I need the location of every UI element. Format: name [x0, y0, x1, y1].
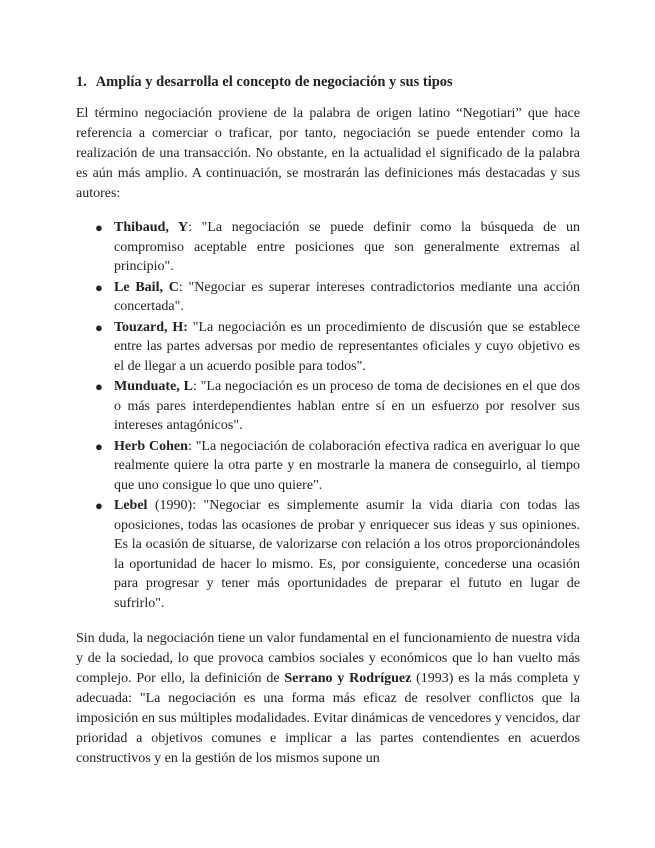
- bullet-icon: ●: [95, 498, 103, 513]
- definition-text: "La negociación de colaboración efectiva radica en averiguar lo que realmente quiere la otra parte y en mostrarle la manera de conseguirlo, al tiempo que uno consigue lo que uno quiere".: [114, 438, 581, 493]
- definition-author: Munduate, L: [114, 379, 193, 394]
- definition-separator: (1990):: [147, 498, 197, 513]
- section-number: 1.: [76, 74, 87, 90]
- closing-authors: Serrano y Rodríguez: [284, 671, 412, 686]
- definition-text: "La negociación es un proceso de toma de decisiones en el que dos o más pares interdependientes hablan entre sí en un esfuerzo por resolver sus intereses antagónicos".: [114, 379, 580, 433]
- bullet-icon: ●: [95, 438, 103, 454]
- definition-separator: :: [178, 279, 183, 295]
- section-heading: [76, 72, 580, 92]
- bullet-icon: ●: [95, 379, 103, 394]
- definition-author: Le Bail, C: [114, 279, 179, 295]
- bullet-icon: ●: [95, 279, 103, 295]
- definition-author: Thibaud, Y: [114, 220, 189, 235]
- definition-author: Lebel: [114, 498, 148, 513]
- definition-item: [76, 496, 580, 613]
- definition-text: "Negociar es simplemente asumir la vida diaria con todas las oposiciones, todas las ocasiones de probar y enriquecer sus ideas y sus opiniones. Es la ocasión de situarse, de valorizarse con relación a los otros proporcionándoles la oportunidad de hacer lo mismo. Es, por consiguiente, concederse una ocasión para progresar y tener más oportunidades de preparar el fututo en lugar de sufrirlo".: [114, 498, 580, 611]
- definition-author: Herb Cohen: [114, 438, 188, 454]
- section-title: Amplía y desarrolla el concepto de negociación y sus tipos: [95, 74, 453, 90]
- document-page: [76, 72, 580, 769]
- definition-item: [76, 377, 580, 436]
- closing-paragraph: [76, 629, 580, 769]
- closing-text-part1: Sin duda, la negociación tiene un valor fundamental en el funcionamiento de nuestra vida y de la sociedad, lo que provoca cambios sociales y económicos que lo han vuelto más complejo. Por ello, la definición de: [76, 631, 580, 686]
- definition-item: [76, 318, 580, 377]
- definition-separator: :: [188, 220, 192, 235]
- closing-text-part2: (1993) es la más completa y adecuada: "La negociación es una forma más eficaz de resolver conflictos que la imposición en sus múltiples modalidades. Evitar dinámicas de vencedores y vencidos, dar prioridad a objetivos comunes e implicar a las partes contendientes en acuerdos constructivos y en la gestión de los mismos supone un: [76, 671, 580, 766]
- definition-text: "La negociación se puede definir como la búsqueda de un compromiso aceptable entre posiciones que son generalmente extremas al principio".: [114, 220, 580, 274]
- definition-separator: :: [187, 438, 192, 454]
- definition-item: [76, 437, 580, 496]
- definition-text: "Negociar es superar intereses contradictorios mediante una acción concertada".: [114, 279, 581, 314]
- intro-paragraph: El término negociación proviene de la palabra de origen latino “Negotiari” que hace referencia a comerciar o traficar, por tanto, negociación se puede entender como la realización de una transacción. No obstante, en la actualidad el significado de la palabra es aún más amplio. A continuación, se mostrarán las definiciones más destacadas y sus autores:: [76, 106, 580, 201]
- bullet-icon: ●: [95, 220, 103, 235]
- definition-author: Touzard, H:: [114, 319, 188, 335]
- definition-text: "La negociación es un procedimiento de discusión que se establece entre las partes adversas por medio de representantes oficiales y cuyo objetivo es el de llegar a un acuerdo posible para todos".: [114, 319, 580, 374]
- bullet-icon: ●: [95, 319, 103, 335]
- definition-item: [76, 218, 580, 277]
- definition-item: [76, 278, 580, 317]
- definition-separator: :: [192, 379, 197, 394]
- definitions-list: [76, 218, 580, 613]
